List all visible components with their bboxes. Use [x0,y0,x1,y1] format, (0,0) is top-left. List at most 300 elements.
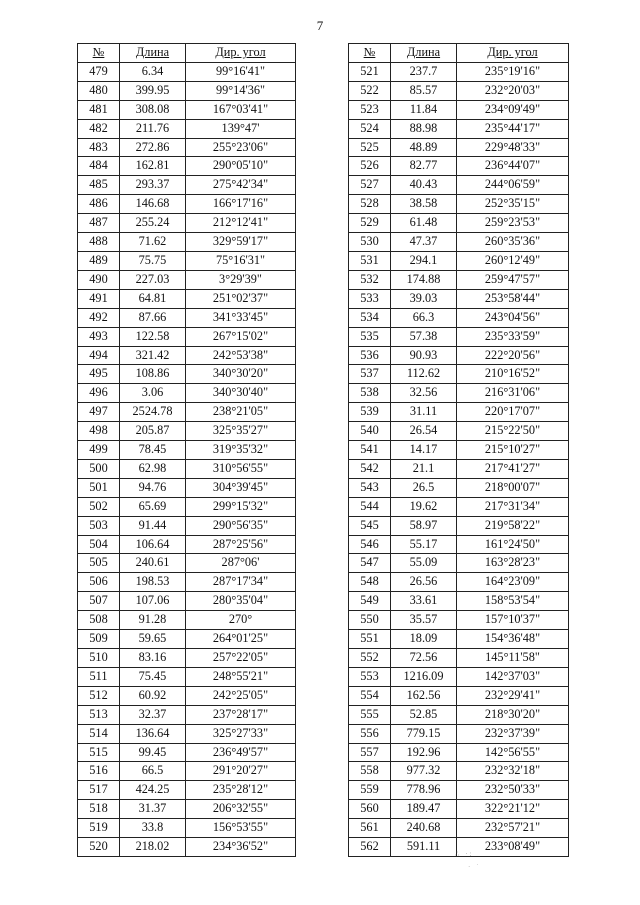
cell-number: 544 [349,497,391,516]
table-row [349,251,569,270]
table-row [349,459,569,478]
cell-length: 26.5 [391,478,457,497]
cell-length: 91.44 [120,516,186,535]
header-length: Длина [120,44,186,63]
cell-number: 542 [349,459,391,478]
cell-number: 482 [78,119,120,138]
cell-length: 189.47 [391,800,457,819]
cell-number: 535 [349,327,391,346]
cell-length: 162.81 [120,157,186,176]
table-row [78,138,296,157]
cell-number: 511 [78,667,120,686]
cell-angle: 156°53'55" [186,819,296,838]
cell-number: 534 [349,308,391,327]
cell-angle: 99°14'36" [186,81,296,100]
cell-angle: 237°28'17" [186,705,296,724]
cell-number: 488 [78,233,120,252]
cell-angle: 232°50'33" [457,781,569,800]
table-row [349,516,569,535]
cell-number: 537 [349,365,391,384]
cell-length: 59.65 [120,630,186,649]
table-row [349,233,569,252]
table-row [78,838,296,857]
cell-angle: 235°33'59" [457,327,569,346]
cell-number: 499 [78,441,120,460]
cell-length: 40.43 [391,176,457,195]
table-row [78,554,296,573]
table-row [78,819,296,838]
cell-length: 65.69 [120,497,186,516]
cell-number: 546 [349,535,391,554]
cell-number: 520 [78,838,120,857]
table-row [78,686,296,705]
cell-length: 14.17 [391,441,457,460]
cell-angle: 217°41'27" [457,459,569,478]
cell-length: 227.03 [120,270,186,289]
cell-length: 33.8 [120,819,186,838]
cell-number: 517 [78,781,120,800]
table-row [349,422,569,441]
header-angle: Дир. угол [457,44,569,63]
cell-angle: 215°10'27" [457,441,569,460]
cell-length: 19.62 [391,497,457,516]
cell-number: 548 [349,573,391,592]
table-row [349,497,569,516]
cell-length: 26.56 [391,573,457,592]
table-row [78,233,296,252]
cell-length: 308.08 [120,100,186,119]
table-row [78,441,296,460]
table-row [349,478,569,497]
cell-length: 122.58 [120,327,186,346]
cell-angle: 304°39'45" [186,478,296,497]
cell-angle: 322°21'12" [457,800,569,819]
cell-length: 108.86 [120,365,186,384]
cell-angle: 255°23'06" [186,138,296,157]
table-row [349,157,569,176]
cell-length: 66.5 [120,762,186,781]
cell-length: 32.37 [120,705,186,724]
cell-length: 198.53 [120,573,186,592]
cell-number: 500 [78,459,120,478]
cell-angle: 299°15'32" [186,497,296,516]
table-row [78,422,296,441]
table-row [78,157,296,176]
cell-number: 502 [78,497,120,516]
table-row [78,573,296,592]
table-row [78,497,296,516]
cell-length: 294.1 [391,251,457,270]
cell-length: 255.24 [120,214,186,233]
cell-angle: 166°17'16" [186,195,296,214]
cell-number: 492 [78,308,120,327]
cell-number: 540 [349,422,391,441]
cell-number: 480 [78,81,120,100]
cell-angle: 157°10'37" [457,611,569,630]
cell-length: 71.62 [120,233,186,252]
cell-angle: 248°55'21" [186,667,296,686]
cell-angle: 212°12'41" [186,214,296,233]
table-row [349,535,569,554]
table-row [78,649,296,668]
cell-angle: 325°35'27" [186,422,296,441]
cell-number: 547 [349,554,391,573]
cell-number: 493 [78,327,120,346]
cell-angle: 158°53'54" [457,592,569,611]
table-header-row [78,44,296,63]
cell-angle: 252°35'15" [457,195,569,214]
cell-length: 31.11 [391,403,457,422]
cell-number: 529 [349,214,391,233]
cell-length: 55.17 [391,535,457,554]
table-row [349,573,569,592]
cell-length: 192.96 [391,743,457,762]
coordinates-table-left [77,43,296,857]
cell-number: 489 [78,251,120,270]
cell-angle: 257°22'05" [186,649,296,668]
cell-length: 90.93 [391,346,457,365]
cell-angle: 219°58'22" [457,516,569,535]
cell-number: 513 [78,705,120,724]
cell-angle: 290°56'35" [186,516,296,535]
cell-number: 485 [78,176,120,195]
cell-number: 479 [78,62,120,81]
table-row [349,705,569,724]
table-row [349,308,569,327]
table-row [78,100,296,119]
cell-number: 557 [349,743,391,762]
cell-number: 497 [78,403,120,422]
cell-length: 399.95 [120,81,186,100]
table-row [349,762,569,781]
cell-number: 525 [349,138,391,157]
cell-length: 321.42 [120,346,186,365]
table-row [78,195,296,214]
cell-length: 87.66 [120,308,186,327]
cell-angle: 267°15'02" [186,327,296,346]
cell-number: 523 [349,100,391,119]
cell-number: 553 [349,667,391,686]
cell-length: 48.89 [391,138,457,157]
cell-angle: 243°04'56" [457,308,569,327]
table-row [78,289,296,308]
cell-length: 778.96 [391,781,457,800]
cell-number: 522 [349,81,391,100]
cell-angle: 167°03'41" [186,100,296,119]
cell-angle: 220°17'07" [457,403,569,422]
table-row [349,441,569,460]
cell-length: 94.76 [120,478,186,497]
table-row [349,686,569,705]
cell-angle: 210°16'52" [457,365,569,384]
cell-length: 58.97 [391,516,457,535]
cell-length: 424.25 [120,781,186,800]
table-header-row [349,44,569,63]
cell-angle: 234°09'49" [457,100,569,119]
cell-number: 495 [78,365,120,384]
table-row [78,535,296,554]
table-row [78,516,296,535]
cell-angle: 287°25'56" [186,535,296,554]
table-row [349,724,569,743]
table-row [349,138,569,157]
table-row [78,346,296,365]
cell-number: 506 [78,573,120,592]
cell-angle: 325°27'33" [186,724,296,743]
cell-number: 549 [349,592,391,611]
table-row [349,195,569,214]
cell-length: 240.68 [391,819,457,838]
cell-angle: 232°57'21" [457,819,569,838]
cell-length: 33.61 [391,592,457,611]
cell-angle: 3°29'39" [186,270,296,289]
cell-length: 61.48 [391,214,457,233]
cell-angle: 222°20'56" [457,346,569,365]
cell-number: 562 [349,838,391,857]
cell-number: 509 [78,630,120,649]
cell-number: 503 [78,516,120,535]
cell-length: 112.62 [391,365,457,384]
cell-length: 32.56 [391,384,457,403]
cell-angle: 238°21'05" [186,403,296,422]
header-angle: Дир. угол [186,44,296,63]
table-row [78,251,296,270]
cell-number: 496 [78,384,120,403]
cell-number: 555 [349,705,391,724]
header-number: № [78,44,120,63]
table-row [349,800,569,819]
table-row [78,81,296,100]
cell-length: 21.1 [391,459,457,478]
table-row [349,327,569,346]
cell-angle: 161°24'50" [457,535,569,554]
table-row [349,176,569,195]
cell-number: 490 [78,270,120,289]
cell-angle: 287°06' [186,554,296,573]
cell-length: 38.58 [391,195,457,214]
cell-number: 531 [349,251,391,270]
table-row [78,176,296,195]
cell-length: 237.7 [391,62,457,81]
scan-artifact: ∴ ·: [455,850,474,858]
cell-length: 60.92 [120,686,186,705]
cell-length: 35.57 [391,611,457,630]
cell-angle: 235°19'16" [457,62,569,81]
table-row [78,724,296,743]
cell-length: 107.06 [120,592,186,611]
table-row [349,81,569,100]
table-row [349,781,569,800]
cell-angle: 235°28'12" [186,781,296,800]
cell-number: 543 [349,478,391,497]
cell-angle: 218°00'07" [457,478,569,497]
table-row [78,630,296,649]
cell-length: 72.56 [391,649,457,668]
cell-angle: 206°32'55" [186,800,296,819]
cell-number: 527 [349,176,391,195]
table-row [78,743,296,762]
table-row [349,743,569,762]
header-length: Длина [391,44,457,63]
cell-angle: 215°22'50" [457,422,569,441]
cell-angle: 260°12'49" [457,251,569,270]
table-row [349,289,569,308]
cell-length: 211.76 [120,119,186,138]
cell-number: 561 [349,819,391,838]
header-number: № [349,44,391,63]
table-row [78,800,296,819]
cell-angle: 232°37'39" [457,724,569,743]
cell-length: 218.02 [120,838,186,857]
cell-angle: 236°44'07" [457,157,569,176]
cell-number: 556 [349,724,391,743]
cell-length: 83.16 [120,649,186,668]
cell-number: 560 [349,800,391,819]
table-row [78,214,296,233]
cell-length: 162.56 [391,686,457,705]
cell-length: 78.45 [120,441,186,460]
cell-angle: 154°36'48" [457,630,569,649]
cell-number: 519 [78,819,120,838]
cell-number: 532 [349,270,391,289]
cell-length: 39.03 [391,289,457,308]
table-row [78,705,296,724]
cell-length: 6.34 [120,62,186,81]
cell-angle: 291°20'27" [186,762,296,781]
cell-angle: 260°35'36" [457,233,569,252]
cell-number: 551 [349,630,391,649]
cell-angle: 218°30'20" [457,705,569,724]
table-row [349,819,569,838]
cell-angle: 234°36'52" [186,838,296,857]
cell-number: 538 [349,384,391,403]
table-row [349,611,569,630]
cell-number: 550 [349,611,391,630]
cell-number: 515 [78,743,120,762]
cell-angle: 290°05'10" [186,157,296,176]
cell-number: 518 [78,800,120,819]
table-row [349,649,569,668]
cell-angle: 99°16'41" [186,62,296,81]
cell-angle: 319°35'32" [186,441,296,460]
cell-length: 240.61 [120,554,186,573]
table-row [349,62,569,81]
table-row [78,781,296,800]
cell-length: 146.68 [120,195,186,214]
cell-length: 779.15 [391,724,457,743]
cell-angle: 235°44'17" [457,119,569,138]
cell-angle: 232°20'03" [457,81,569,100]
cell-angle: 242°53'38" [186,346,296,365]
cell-angle: 75°16'31" [186,251,296,270]
cell-number: 554 [349,686,391,705]
cell-length: 88.98 [391,119,457,138]
cell-length: 99.45 [120,743,186,762]
cell-number: 521 [349,62,391,81]
table-row [349,270,569,289]
cell-angle: 216°31'06" [457,384,569,403]
cell-angle: 163°28'23" [457,554,569,573]
cell-length: 66.3 [391,308,457,327]
cell-number: 508 [78,611,120,630]
cell-angle: 340°30'40" [186,384,296,403]
cell-length: 82.77 [391,157,457,176]
cell-length: 91.28 [120,611,186,630]
cell-length: 26.54 [391,422,457,441]
cell-length: 75.75 [120,251,186,270]
cell-angle: 233°08'49" [457,838,569,857]
cell-angle: 145°11'58" [457,649,569,668]
cell-angle: 232°32'18" [457,762,569,781]
table-row [349,100,569,119]
cell-number: 504 [78,535,120,554]
cell-length: 57.38 [391,327,457,346]
cell-number: 533 [349,289,391,308]
cell-angle: 264°01'25" [186,630,296,649]
cell-length: 52.85 [391,705,457,724]
table-row [349,119,569,138]
cell-number: 486 [78,195,120,214]
table-row [78,270,296,289]
cell-number: 491 [78,289,120,308]
cell-number: 536 [349,346,391,365]
cell-number: 501 [78,478,120,497]
cell-length: 31.37 [120,800,186,819]
table-row [78,611,296,630]
cell-length: 591.11 [391,838,457,857]
cell-length: 64.81 [120,289,186,308]
cell-length: 2524.78 [120,403,186,422]
page-number: 7 [316,18,324,33]
cell-length: 18.09 [391,630,457,649]
cell-number: 507 [78,592,120,611]
cell-number: 494 [78,346,120,365]
cell-number: 526 [349,157,391,176]
table-row [78,384,296,403]
cell-length: 106.64 [120,535,186,554]
cell-number: 516 [78,762,120,781]
cell-number: 545 [349,516,391,535]
cell-length: 1216.09 [391,667,457,686]
cell-length: 272.86 [120,138,186,157]
scan-artifact: · ˙ [468,863,481,871]
cell-number: 552 [349,649,391,668]
cell-number: 487 [78,214,120,233]
cell-length: 293.37 [120,176,186,195]
cell-angle: 251°02'37" [186,289,296,308]
table-row [78,308,296,327]
cell-number: 483 [78,138,120,157]
cell-angle: 259°47'57" [457,270,569,289]
cell-angle: 244°06'59" [457,176,569,195]
cell-number: 505 [78,554,120,573]
table-row [349,667,569,686]
table-row [349,346,569,365]
cell-number: 498 [78,422,120,441]
cell-angle: 280°35'04" [186,592,296,611]
cell-angle: 164°23'09" [457,573,569,592]
table-row [349,365,569,384]
cell-length: 75.45 [120,667,186,686]
cell-number: 510 [78,649,120,668]
cell-length: 55.09 [391,554,457,573]
table-row [78,119,296,138]
cell-angle: 242°25'05" [186,686,296,705]
cell-number: 530 [349,233,391,252]
table-row [78,592,296,611]
table-row [349,384,569,403]
cell-length: 11.84 [391,100,457,119]
